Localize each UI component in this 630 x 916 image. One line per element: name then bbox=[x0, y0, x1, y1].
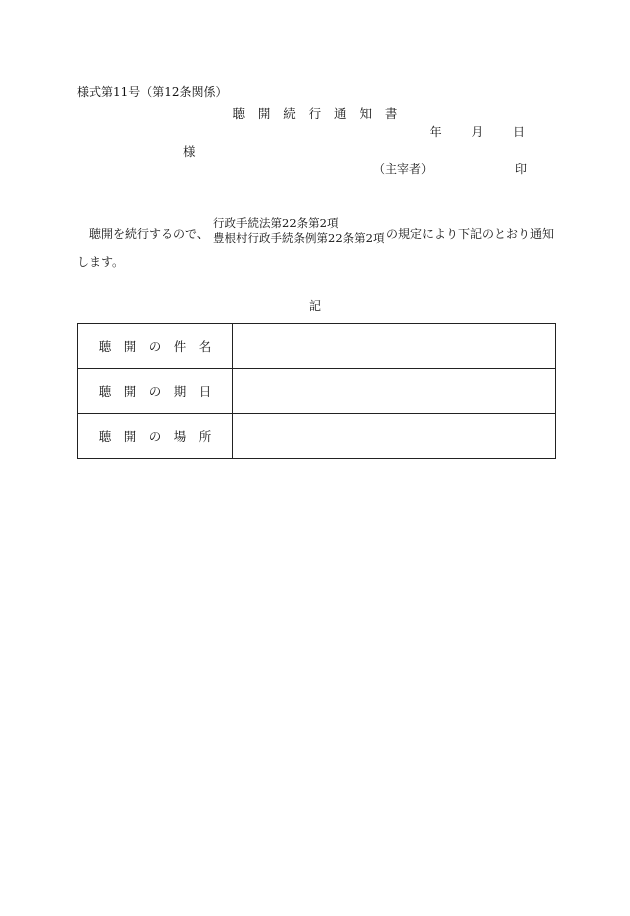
organizer-label: （主宰者） bbox=[373, 162, 434, 176]
table-row bbox=[78, 369, 556, 414]
year-label: 年 bbox=[429, 125, 442, 139]
form-number: 様式第11号（第12条関係） bbox=[77, 85, 228, 99]
month-label: 月 bbox=[471, 125, 484, 139]
table-row bbox=[78, 414, 556, 459]
seal-label: 印 bbox=[515, 162, 528, 176]
table-row bbox=[78, 324, 556, 369]
addressee-suffix: 様 bbox=[183, 144, 196, 159]
law-reference-2: 豊根村行政手続条例第22条第2項 bbox=[213, 231, 385, 245]
row-value-date[interactable] bbox=[233, 369, 556, 414]
law-reference-stack bbox=[213, 216, 384, 246]
law-reference-1: 行政手続法第22条第2項 bbox=[213, 216, 339, 230]
row-label-place: 聴 開 の 場 所 bbox=[78, 414, 233, 459]
body-lead: 聴開を続行するので、 bbox=[89, 227, 209, 241]
row-value-place[interactable] bbox=[233, 414, 556, 459]
body-continuation: します。 bbox=[77, 255, 125, 269]
row-label-subject: 聴 開 の 件 名 bbox=[78, 324, 233, 369]
document-title: 聴 開 続 行 通 知 書 bbox=[232, 106, 398, 121]
day-label: 日 bbox=[512, 125, 525, 139]
row-label-date: 聴 開 の 期 日 bbox=[78, 369, 233, 414]
hearing-details-table bbox=[77, 323, 556, 459]
row-value-subject[interactable] bbox=[233, 324, 556, 369]
date-line bbox=[430, 123, 525, 140]
ki-heading: 記 bbox=[308, 299, 321, 313]
body-tail: の規定により下記のとおり通知 bbox=[386, 227, 555, 241]
